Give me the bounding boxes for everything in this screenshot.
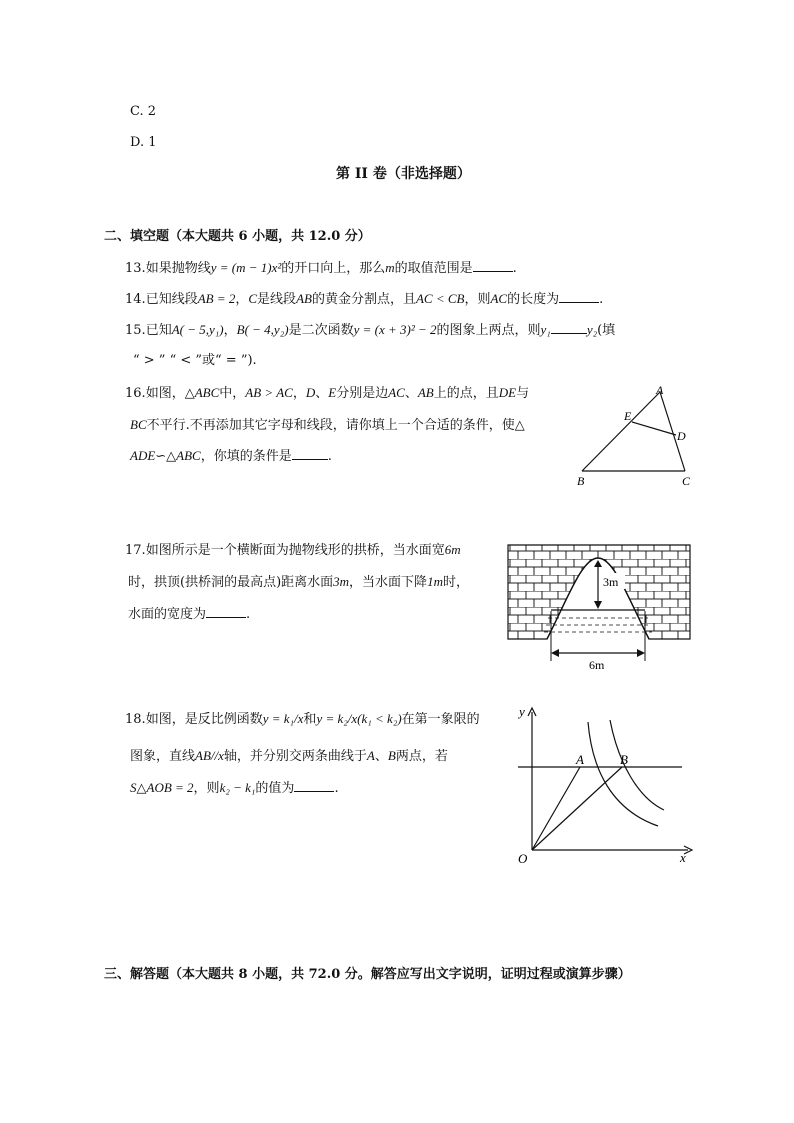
q18-math: A [366, 748, 375, 763]
q14-text: ，则 [464, 292, 491, 307]
label-d: D [677, 429, 686, 443]
q18-text: 两点，若 [395, 749, 448, 764]
q15-text: ， [223, 323, 237, 338]
q13-number: 13. [125, 261, 146, 276]
q16-math: △ [514, 418, 525, 433]
q17-text: 时，拱顶(拱桥洞的最高点)距离水面 [128, 575, 334, 590]
q18-text: ，则 [193, 781, 220, 796]
q18-text: 如图，是反比例函数 [145, 712, 263, 727]
option-c: C. 2 [130, 104, 157, 119]
q17-text: ，当水面下降 [349, 575, 428, 590]
q17-answer-blank[interactable] [206, 605, 246, 618]
q14-number: 14. [125, 292, 146, 307]
q15-math: B( − 4,y₂) [236, 322, 289, 337]
q16-text: 分别是边 [336, 386, 389, 401]
q14-math: AB = 2 [197, 291, 236, 306]
q14-math: AC [490, 291, 508, 306]
q15-answer-blank[interactable] [551, 321, 587, 334]
q14-text: 的黄金分割点，且 [311, 292, 416, 307]
part2-title: 第 II 卷（非选择题） [336, 166, 471, 182]
q16-math: DE [498, 385, 517, 400]
q15-math: y = (x + 3)² − 2 [353, 322, 437, 337]
q16-math: △ABC [184, 385, 220, 400]
segment-oa [532, 767, 580, 850]
section3-heading: 三、解答题（本大题共 8 小题，共 72.0 分。解答应写出文字说明，证明过程或演算步骤） [104, 967, 631, 982]
q14-text: 的长度为 [507, 292, 560, 307]
q16-text: 上的点，且 [433, 386, 499, 401]
question-15 [125, 321, 615, 340]
question-18-line3 [130, 779, 339, 798]
segment-de [632, 422, 676, 435]
section2-heading: 二、填空题（本大题共 6 小题，共 12.0 分） [104, 229, 371, 244]
q16-math: BC [130, 417, 147, 432]
q16-math: AB > AC [245, 385, 293, 400]
label-o: O [518, 851, 528, 866]
q13-expression: y = (m − 1)x² [210, 260, 282, 275]
question-17-line1 [125, 541, 461, 560]
q15-line2: “ > ” “ < ”或“ = ”). [133, 353, 257, 368]
q16-triangle-figure [572, 380, 702, 492]
q15-text: 是二次函数 [288, 323, 354, 338]
q14-answer-blank[interactable] [559, 290, 599, 303]
question-18-line2 [130, 747, 448, 766]
label-a: A [576, 752, 584, 767]
q13-variable: m [385, 260, 395, 275]
q18-text: 轴，并分别交两条曲线于 [223, 749, 367, 764]
q18-text: 和 [303, 712, 317, 727]
height-label: 3m [603, 575, 619, 589]
q14-math: C [248, 291, 258, 306]
label-b: B [620, 752, 628, 767]
q15-math: y₁ [540, 322, 551, 337]
q13-answer-blank[interactable] [473, 259, 513, 272]
q18-math: S△AOB = 2 [130, 780, 194, 795]
q16-math: E [328, 385, 337, 400]
q14-text: 是线段 [257, 292, 297, 307]
q18-text: 、 [374, 749, 388, 764]
q18-text: 图象，直线 [130, 749, 196, 764]
q14-text: ， [235, 292, 249, 307]
q15-number: 15. [125, 323, 146, 338]
q13-text: 的开口向上，那么 [281, 261, 386, 276]
q16-number: 16. [125, 386, 146, 401]
label-x: x [680, 850, 686, 865]
q16-math: D [305, 385, 316, 400]
q16-answer-blank[interactable] [292, 447, 328, 460]
q18-function-1: y = k₁/x [262, 711, 304, 726]
q16-text: 、 [404, 386, 418, 401]
q16-text: ， [292, 386, 306, 401]
q14-period: . [599, 292, 604, 307]
arrow-head [594, 560, 602, 567]
label-a: A [656, 383, 664, 397]
q18-math: k₂ − k₁ [219, 780, 256, 795]
q15-math: A( − 5,y₁) [171, 322, 224, 337]
side-ab [582, 392, 660, 471]
question-14 [125, 290, 603, 309]
q17-text: 如图所示是一个横断面为抛物线形的拱桥，当水面宽 [145, 543, 445, 558]
q14-math: AB [296, 291, 312, 306]
curve-k2 [610, 720, 664, 810]
q14-text: 已知线段 [145, 292, 198, 307]
label-b: B [577, 474, 585, 488]
q16-period: . [327, 449, 332, 464]
q15-text: 的图象上两点，则 [436, 323, 541, 338]
label-e: E [624, 409, 632, 423]
q15-math: y₂ [586, 322, 598, 337]
q17-math: 6m [444, 542, 461, 557]
q15-text: 已知 [145, 323, 172, 338]
arrow-head [594, 601, 602, 609]
question-16-line2 [130, 416, 525, 435]
q16-text: ，你填的条件是 [200, 449, 292, 464]
q18-condition: (k₁ < k₂) [357, 711, 402, 726]
q14-math: AC < CB [415, 291, 465, 306]
q13-period: . [512, 261, 517, 276]
question-18-line1 [125, 710, 480, 729]
q18-text: 在第一象限的 [401, 712, 480, 727]
q16-math: ADE∽△ABC [130, 448, 201, 463]
q16-math: AB [417, 385, 434, 400]
q17-bridge-figure [506, 543, 692, 673]
q18-hyperbola-figure [512, 700, 697, 870]
q18-math: B [387, 748, 396, 763]
q16-text: 如图， [145, 386, 185, 401]
question-17-line3 [128, 605, 250, 624]
label-c: C [682, 474, 691, 488]
question-16-line3 [130, 447, 332, 466]
q17-text: 时， [442, 575, 469, 590]
q16-math: AC [388, 385, 405, 400]
q16-text: 中， [219, 386, 246, 401]
q18-function-2: y = k₂/x [316, 711, 358, 726]
q18-text: 的值为 [255, 781, 295, 796]
q17-math: 1m [427, 574, 443, 589]
arrow-head [637, 649, 645, 657]
q18-number: 18. [125, 712, 146, 727]
width-label: 6m [589, 658, 605, 672]
label-y: y [519, 704, 525, 719]
q16-text: 与 [516, 386, 530, 401]
q17-period: . [246, 607, 251, 622]
q18-math: AB//x [195, 748, 224, 763]
q17-math: 3m [333, 574, 350, 589]
option-d: D. 1 [130, 135, 157, 150]
question-16-line1 [125, 384, 529, 403]
curve-k1 [588, 722, 658, 826]
q18-period: . [334, 781, 339, 796]
arrow-head [551, 649, 559, 657]
q17-text: 水面的宽度为 [128, 607, 207, 622]
q13-text: 如果抛物线 [145, 261, 211, 276]
q16-text: 、 [315, 386, 329, 401]
segment-ob [532, 767, 622, 850]
question-17-line2 [128, 573, 469, 592]
q13-text: 的取值范围是 [394, 261, 473, 276]
q18-answer-blank[interactable] [294, 779, 334, 792]
question-13 [125, 259, 517, 278]
q17-number: 17. [125, 543, 146, 558]
q15-text: (填 [597, 323, 616, 338]
q16-text: 不平行.不再添加其它字母和线段，请你填上一个合适的条件，使 [146, 418, 515, 433]
